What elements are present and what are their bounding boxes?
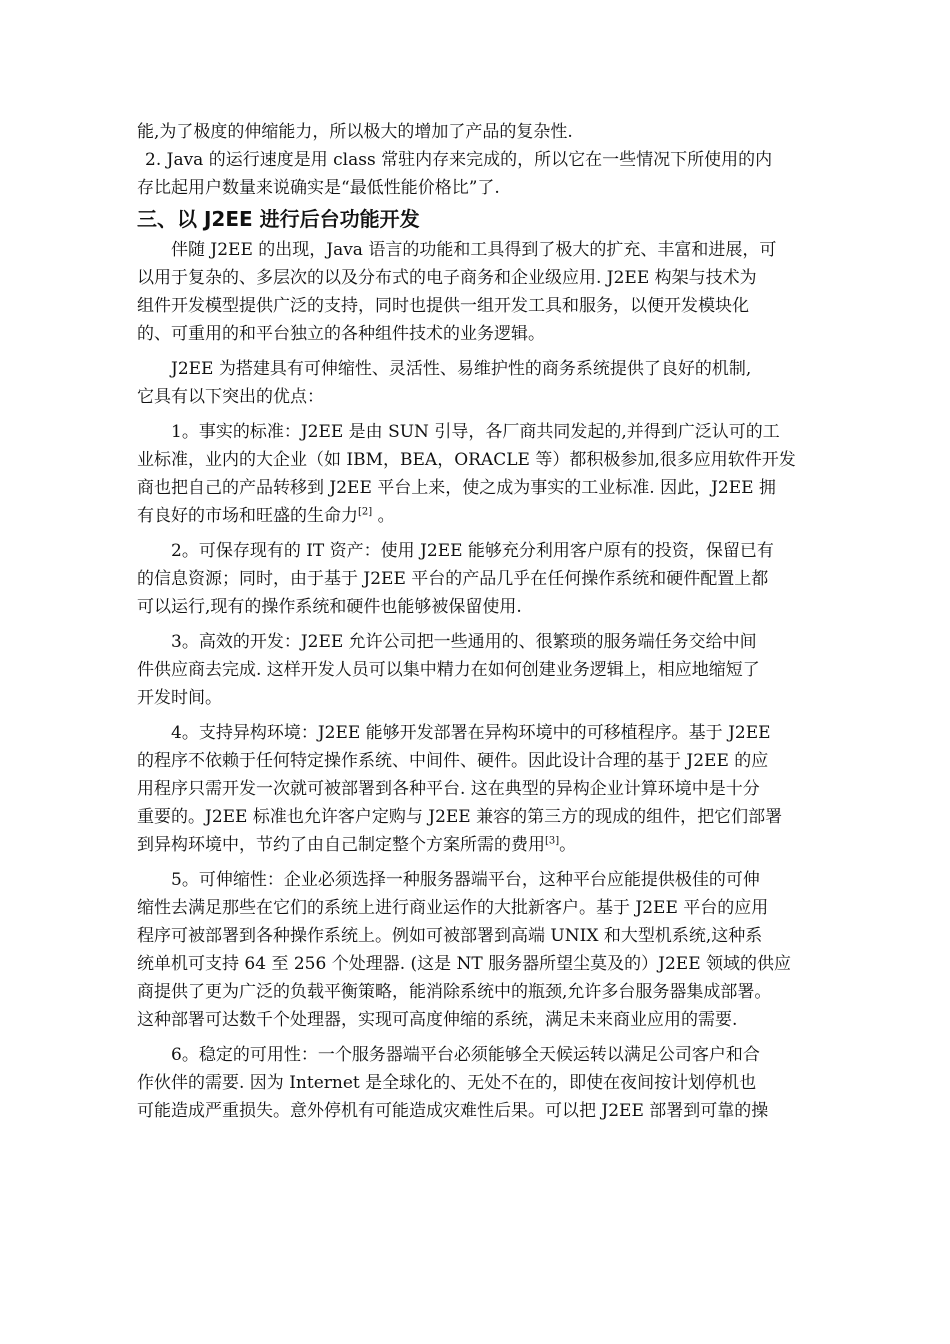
citation-ref: [2] (358, 506, 373, 518)
section-title: 三、以 J2EE 进行后台功能开发 (137, 207, 420, 231)
paragraph-line: 伴随 J2EE 的出现，Java 语言的功能和工具得到了极大的扩充、丰富和进展，可 (171, 240, 777, 260)
paragraph-line: 6。稳定的可用性：一个服务器端平台必须能够全天候运转以满足公司客户和合 (171, 1045, 760, 1065)
paragraph-line: 用程序只需开发一次就可被部署到各种平台. 这在典型的异构企业计算环境中是十分 (137, 779, 760, 799)
paragraph-line: 3。高效的开发：J2EE 允许公司把一些通用的、很繁琐的服务端任务交给中间 (171, 632, 757, 652)
paragraph-line: 的程序不依赖于任何特定操作系统、中间件、硬件。因此设计合理的基于 J2EE 的应 (137, 751, 769, 771)
line-text: 。 (559, 835, 577, 855)
paragraph-line: 程序可被部署到各种操作系统上。例如可被部署到高端 UNIX 和大型机系统,这种系 (137, 926, 763, 946)
intro-line: 存比起用户数量来说确实是“最低性能价格比”了. (137, 178, 500, 198)
paragraph-line: 以用于复杂的、多层次的以及分布式的电子商务和企业级应用. J2EE 构架与技术为 (137, 268, 757, 288)
paragraph-line: 件供应商去完成. 这样开发人员可以集中精力在如何创建业务逻辑上，相应地缩短了 (137, 660, 760, 680)
paragraph-line: 的信息资源；同时，由于基于 J2EE 平台的产品几乎在任何操作系统和硬件配置上都 (137, 569, 769, 589)
paragraph-advantage-3 (137, 628, 837, 712)
paragraph-line: 4。支持异构环境：J2EE 能够开发部署在异构环境中的可移植程序。基于 J2EE (171, 723, 771, 743)
paragraph-advantage-5 (137, 866, 837, 1034)
paragraph-line: 5。可伸缩性：企业必须选择一种服务器端平台，这种平台应能提供极佳的可伸 (171, 870, 760, 890)
paragraph-line: 重要的。J2EE 标准也允许客户定购与 J2EE 兼容的第三方的现成的组件，把它们部署 (137, 807, 783, 827)
paragraph-j2ee-intro (137, 236, 837, 348)
paragraph-line (137, 831, 837, 859)
paragraph-line: 业标准，业内的大企业（如 IBM，BEA，ORACLE 等）都积极参加,很多应用软件开发 (137, 450, 796, 470)
line-text: 到异构环境中，节约了由自己制定整个方案所需的费用 (137, 835, 545, 855)
paragraph-advantages-intro (137, 355, 837, 411)
paragraph-line: 商提供了更为广泛的负载平衡策略，能消除系统中的瓶颈,允许多台服务器集成部署。 (137, 982, 772, 1002)
paragraph-advantage-1 (137, 418, 837, 530)
paragraph-line: 可以运行,现有的操作系统和硬件也能够被保留使用. (137, 597, 522, 617)
paragraph-line: 2。可保存现有的 IT 资产：使用 J2EE 能够充分利用客户原有的投资，保留已有 (171, 541, 774, 561)
paragraph-advantage-4 (137, 719, 837, 859)
citation-ref: [3] (545, 835, 560, 847)
intro-line: 能,为了极度的伸缩能力，所以极大的增加了产品的复杂性. (137, 122, 573, 142)
paragraph-advantage-2 (137, 537, 837, 621)
paragraph-line: 开发时间。 (137, 688, 222, 708)
paragraph-advantage-6 (137, 1041, 837, 1125)
paragraph-line: 它具有以下突出的优点： (137, 387, 324, 407)
intro-point-2: 2. Java 的运行速度是用 class 常驻内存来完成的，所以它在一些情况下所使用的内 (145, 150, 773, 170)
paragraph-line: 商也把自己的产品转移到 J2EE 平台上来，使之成为事实的工业标准. 因此，J2EE 拥 (137, 478, 776, 498)
paragraph-line: 统单机可支持 64 至 256 个处理器. (这是 NT 服务器所望尘莫及的）J2EE 领域的供应 (137, 954, 792, 974)
paragraph-line: 组件开发模型提供广泛的支持，同时也提供一组开发工具和服务，以便开发模块化 (137, 296, 749, 316)
line-text: 有良好的市场和旺盛的生命力 (137, 506, 358, 526)
paragraph-line: 作伙伴的需要. 因为 Internet 是全球化的、无处不在的，即使在夜间按计划停机也 (137, 1073, 757, 1093)
document-page (137, 118, 837, 1125)
paragraph-line: 的、可重用的和平台独立的各种组件技术的业务逻辑。 (137, 324, 545, 344)
paragraph-line: 缩性去满足那些在它们的系统上进行商业运作的大批新客户。基于 J2EE 平台的应用 (137, 898, 769, 918)
paragraph-line: 可能造成严重损失。意外停机有可能造成灾难性后果。可以把 J2EE 部署到可靠的操 (137, 1101, 769, 1121)
paragraph-line: J2EE 为搭建具有可伸缩性、灵活性、易维护性的商务系统提供了良好的机制, (171, 359, 752, 379)
line-text: 。 (372, 506, 395, 526)
paragraph-line (137, 502, 837, 530)
paragraph-line: 1。事实的标准：J2EE 是由 SUN 引导，各厂商共同发起的,并得到广泛认可的工 (171, 422, 780, 442)
paragraph-line: 这种部署可达数千个处理器，实现可高度伸缩的系统，满足未来商业应用的需要. (137, 1010, 738, 1030)
